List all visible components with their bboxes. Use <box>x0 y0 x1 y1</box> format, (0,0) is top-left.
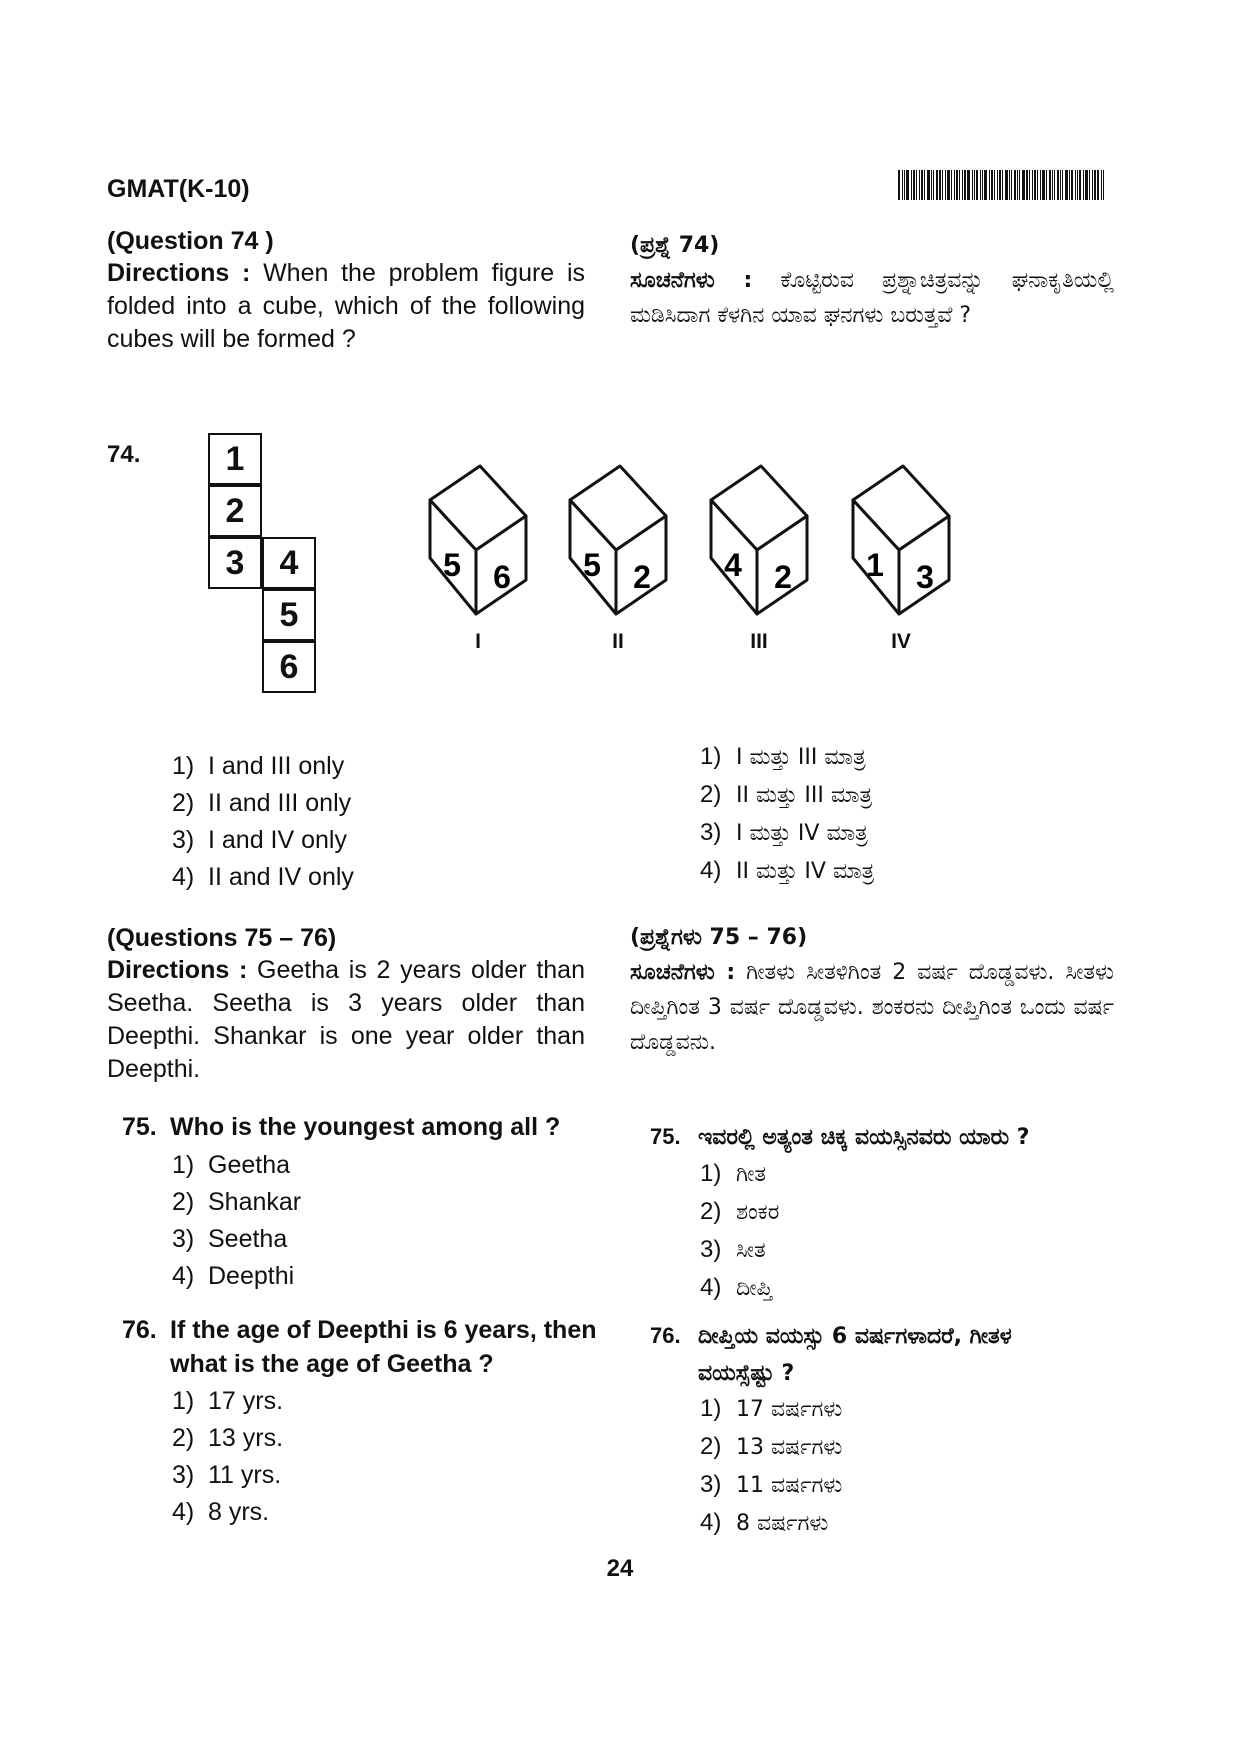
net-face: 1 <box>208 433 262 485</box>
option: 4) 8 yrs. <box>172 1498 270 1526</box>
cube-label: IV <box>891 630 911 653</box>
q75-options-en <box>172 1147 301 1295</box>
option: 1) 17 ವರ್ಷಗಳು <box>700 1395 843 1422</box>
option: 4) ದೀಪ್ತಿ <box>700 1274 773 1301</box>
net-face: 2 <box>208 485 262 537</box>
option: 3) I ಮತ್ತು IV ಮಾತ್ರ <box>700 819 868 846</box>
option: 3) I and IV only <box>172 826 347 854</box>
cube-figure <box>570 466 666 614</box>
option: 1) Geetha <box>172 1151 291 1179</box>
option: 1) 17 yrs. <box>172 1387 284 1415</box>
net-face: 4 <box>262 537 316 589</box>
option: 1) I ಮತ್ತು III ಮಾತ್ರ <box>700 743 866 770</box>
document-code: GMAT(K-10) <box>107 175 250 203</box>
directions-label-kn: ಸೂಚನೆಗಳು : <box>630 268 753 293</box>
cube-figure <box>853 466 949 614</box>
option: 2) II ಮತ್ತು III ಮಾತ್ರ <box>700 781 873 808</box>
cube-figure <box>711 466 807 614</box>
option: 2) Shankar <box>172 1188 302 1216</box>
net-face: 6 <box>262 641 316 693</box>
option: 3) 11 ವರ್ಷಗಳು <box>700 1471 843 1498</box>
q75-76-directions-kn: ಸೂಚನೆಗಳು : ಗೀತಳು ಸೀತಳಿಗಿಂತ 2 ವರ್ಷ ದೊಡ್ಡವಳು. ಸೀತಳು ದೀಪ್ತಿಗಿಂತ 3 ವರ್ಷ ದೊಡ್ಡವಳು. ಶಂಕರನು ದೀಪ್ತಿಗಿಂತ ಒಂದು ವರ್ಷ ದೊಡ್ಡವನು. <box>630 960 1114 1055</box>
cube-left-number: 1 <box>866 547 884 583</box>
option: 4) II and IV only <box>172 863 354 891</box>
cube-right-number: 2 <box>774 559 792 595</box>
q74-options-kn <box>700 738 874 890</box>
q75-76-directions-en: Directions : Geetha is 2 years older than Seetha. Seetha is 3 years older than Deepthi. Shankar is one year older than Deepthi. <box>107 956 585 1083</box>
cube-right-number: 3 <box>916 559 934 595</box>
q75-question-kn: 75. ಇವರಲ್ಲಿ ಅತ್ಯಂತ ಚಿಕ್ಕ ವಯಸ್ಸಿನವರು ಯಾರು ? <box>650 1124 1030 1150</box>
cube-left-number: 4 <box>724 547 742 583</box>
net-face: 3 <box>208 537 262 589</box>
cube-left-number: 5 <box>583 547 601 583</box>
option: 4) II ಮತ್ತು IV ಮಾತ್ರ <box>700 857 875 884</box>
q75-question-en: 75. Who is the youngest among all ? <box>122 1113 561 1141</box>
cube-label: II <box>612 630 624 653</box>
option: 3) ಸೀತ <box>700 1236 766 1263</box>
q74-heading-kn: (ಪ್ರಶ್ನೆ 74) <box>630 233 720 258</box>
q76-options-en <box>172 1383 283 1531</box>
q74-number: 74. <box>107 441 141 468</box>
option: 4) 8 ವರ್ಷಗಳು <box>700 1509 829 1536</box>
option: 2) ಶಂಕರ <box>700 1198 780 1225</box>
option: 2) II and III only <box>172 789 352 817</box>
q75-options-kn <box>700 1155 779 1307</box>
answer-figures-cubes <box>0 0 1240 720</box>
cube-label: III <box>750 630 768 653</box>
directions-label: Directions : <box>107 259 251 287</box>
q76-question-kn: 76. ದೀಪ್ತಿಯ ವಯಸ್ಸು 6 ವರ್ಷಗಳಾದರೆ, ಗೀತಳ ವಯಸ್ಸೆಷ್ಟು ? <box>650 1323 1012 1386</box>
cube-right-number: 2 <box>633 559 651 595</box>
directions-text: When the problem figure is folded into a cube, which of the following cubes will be formed ? <box>107 259 586 353</box>
q74-heading-en: (Question 74 ) <box>107 227 274 255</box>
net-face: 5 <box>262 589 316 641</box>
directions-text-kn: ಕೊಟ್ಟಿರುವ ಪ್ರಶ್ನಾಚಿತ್ರವನ್ನು ಘನಾಕೃತಿಯಲ್ಲಿ ಮಡಿಸಿದಾಗ ಕೆಳಗಿನ ಯಾವ ಘನಗಳು ಬರುತ್ತವೆ ? <box>630 268 1114 328</box>
option: 3) Seetha <box>172 1225 288 1253</box>
q75-76-heading-en: (Questions 75 – 76) <box>107 924 337 952</box>
page-number: 24 <box>606 1555 634 1582</box>
option: 1) I and III only <box>172 752 345 780</box>
option: 3) 11 yrs. <box>172 1461 282 1489</box>
option: 2) 13 ವರ್ಷಗಳು <box>700 1433 843 1460</box>
q75-76-heading-kn: (ಪ್ರಶ್ನೆಗಳು 75 – 76) <box>630 925 808 950</box>
q76-options-kn <box>700 1390 842 1542</box>
cube-label: I <box>475 630 481 653</box>
cube-left-number: 5 <box>443 547 461 583</box>
option: 4) Deepthi <box>172 1262 295 1290</box>
option: 2) 13 yrs. <box>172 1424 284 1452</box>
cube-figure <box>430 466 526 614</box>
cube-right-number: 6 <box>493 559 511 595</box>
q76-question-en: 76. If the age of Deepthi is 6 years, then what is the age of Geetha ? <box>122 1316 597 1378</box>
option: 1) ಗೀತ <box>700 1160 767 1187</box>
q74-options-en <box>172 748 354 896</box>
